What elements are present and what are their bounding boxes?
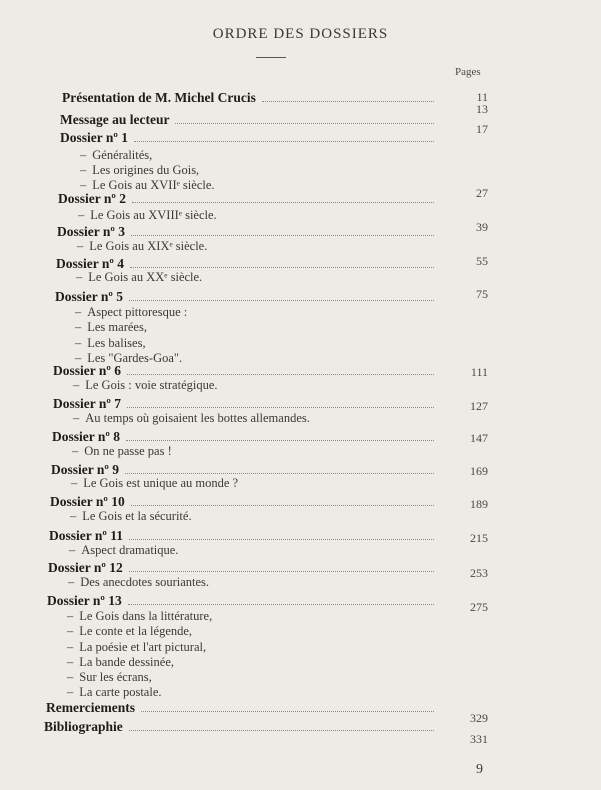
page-title: ORDRE DES DOSSIERS bbox=[212, 26, 389, 42]
toc-entry-label: Présentation de M. Michel Crucis bbox=[62, 90, 256, 105]
dash-bullet: – bbox=[67, 655, 74, 669]
toc-entry-label: Dossier nº 4 bbox=[56, 256, 124, 271]
toc-page-number: 253 bbox=[470, 566, 488, 580]
dash-bullet: – bbox=[75, 336, 82, 350]
toc-sub-item-label: Le Gois au XVIIᵉ siècle. bbox=[92, 178, 215, 192]
toc-sub-item bbox=[67, 670, 152, 685]
dash-bullet: – bbox=[67, 685, 74, 699]
toc-entry-label: Dossier nº 5 bbox=[55, 289, 123, 304]
dot-leader bbox=[129, 729, 434, 731]
toc-sub-item bbox=[80, 148, 152, 163]
toc-entry-label: Dossier nº 1 bbox=[60, 130, 128, 145]
dot-leader bbox=[129, 299, 434, 301]
toc-sub-item bbox=[70, 509, 192, 524]
toc-page-number: 127 bbox=[470, 399, 488, 413]
toc-sub-item-label: Le Gois au XVIIIᵉ siècle. bbox=[90, 208, 217, 222]
toc-sub-item bbox=[76, 270, 202, 285]
dash-bullet: – bbox=[73, 411, 80, 425]
toc-sub-item-label: Au temps où goisaient les bottes allemandes. bbox=[85, 411, 310, 425]
toc-page-number: 17 bbox=[476, 122, 488, 136]
toc-page-number: 11 bbox=[476, 90, 488, 104]
toc-entry bbox=[50, 492, 440, 510]
dot-leader bbox=[129, 570, 434, 572]
toc-sub-item-label: Les "Gardes-Goa". bbox=[87, 351, 183, 365]
toc-entry bbox=[48, 558, 440, 576]
title-divider bbox=[256, 57, 286, 58]
toc-sub-item-label: Le Gois : voie stratégique. bbox=[85, 378, 218, 392]
toc-page-number: 329 bbox=[470, 711, 488, 725]
dot-leader bbox=[127, 406, 434, 408]
pages-column-label: Pages bbox=[455, 66, 481, 78]
toc-sub-item-label: La poésie et l'art pictural, bbox=[79, 640, 207, 654]
toc-entry-label: Bibliographie bbox=[44, 719, 123, 734]
toc-entry bbox=[44, 717, 440, 735]
toc-sub-item bbox=[67, 624, 192, 639]
toc-sub-item-label: Les marées, bbox=[87, 320, 147, 334]
dot-leader bbox=[131, 504, 434, 506]
toc-sub-item bbox=[75, 305, 187, 320]
dash-bullet: – bbox=[75, 320, 82, 334]
toc-sub-item-label: Le Gois est unique au monde ? bbox=[83, 476, 239, 490]
dash-bullet: – bbox=[71, 476, 78, 490]
dash-bullet: – bbox=[73, 378, 80, 392]
toc-sub-item bbox=[67, 655, 174, 670]
page-number: 9 bbox=[476, 762, 483, 777]
toc-entry bbox=[53, 361, 440, 379]
dash-bullet: – bbox=[78, 208, 85, 222]
dot-leader bbox=[262, 100, 434, 102]
toc-entry bbox=[55, 287, 440, 305]
toc-entry bbox=[58, 189, 440, 207]
dash-bullet: – bbox=[67, 640, 74, 654]
toc-entry-label: Dossier nº 3 bbox=[57, 224, 125, 239]
toc-sub-item-label: Le Gois au XIXᵉ siècle. bbox=[89, 239, 208, 253]
toc-sub-item bbox=[68, 575, 209, 590]
toc-entry-label: Dossier nº 13 bbox=[47, 593, 122, 608]
dash-bullet: – bbox=[80, 148, 87, 162]
dash-bullet: – bbox=[80, 163, 87, 177]
toc-sub-item bbox=[77, 239, 207, 254]
toc-sub-item-label: Les balises, bbox=[87, 336, 146, 350]
toc-entry bbox=[47, 591, 440, 609]
dot-leader bbox=[141, 710, 434, 712]
toc-entry bbox=[62, 88, 440, 106]
toc-entry-label: Dossier nº 2 bbox=[58, 191, 126, 206]
toc-sub-item-label: Le Gois au XXᵉ siècle. bbox=[88, 270, 203, 284]
toc-sub-item bbox=[73, 411, 310, 426]
toc-sub-item bbox=[69, 543, 178, 558]
toc-page-number: 215 bbox=[470, 531, 488, 545]
toc-sub-item-label: Des anecdotes souriantes. bbox=[80, 575, 210, 589]
toc-page-number: 147 bbox=[470, 431, 488, 445]
toc-sub-item-label: Les origines du Gois, bbox=[92, 163, 200, 177]
toc-sub-item-label: Aspect pittoresque : bbox=[87, 305, 188, 319]
dash-bullet: – bbox=[75, 305, 82, 319]
dash-bullet: – bbox=[69, 543, 76, 557]
toc-sub-item bbox=[67, 609, 212, 624]
dot-leader bbox=[127, 373, 434, 375]
dot-leader bbox=[132, 201, 434, 203]
dash-bullet: – bbox=[70, 509, 77, 523]
dot-leader bbox=[129, 538, 434, 540]
toc-sub-item-label: Sur les écrans, bbox=[79, 670, 152, 684]
toc-sub-item-label: Le Gois dans la littérature, bbox=[79, 609, 213, 623]
toc-entry-label: Remerciements bbox=[46, 700, 135, 715]
dash-bullet: – bbox=[68, 575, 75, 589]
dot-leader bbox=[128, 603, 434, 605]
dash-bullet: – bbox=[67, 670, 74, 684]
toc-page-number: 55 bbox=[476, 254, 488, 268]
toc-page-number: 75 bbox=[476, 287, 488, 301]
dot-leader bbox=[125, 472, 434, 474]
toc-entry bbox=[46, 698, 440, 716]
dash-bullet: – bbox=[80, 178, 87, 192]
toc-sub-item-label: Généralités, bbox=[92, 148, 153, 162]
toc-sub-item-label: Le Gois et la sécurité. bbox=[82, 509, 192, 523]
toc-sub-item-label: La bande dessinée, bbox=[79, 655, 175, 669]
toc-entry-label: Dossier nº 9 bbox=[51, 462, 119, 477]
dash-bullet: – bbox=[77, 239, 84, 253]
toc-sub-item bbox=[73, 378, 218, 393]
toc-entry bbox=[53, 394, 440, 412]
toc-page-number: 39 bbox=[476, 220, 488, 234]
toc-page-number: 275 bbox=[470, 600, 488, 614]
toc-entry-label: Dossier nº 7 bbox=[53, 396, 121, 411]
toc-entry bbox=[60, 110, 440, 128]
dot-leader bbox=[130, 266, 434, 268]
toc-entry-label: Dossier nº 10 bbox=[50, 494, 125, 509]
dash-bullet: – bbox=[67, 624, 74, 638]
toc-sub-item bbox=[78, 208, 217, 223]
toc-entry bbox=[52, 427, 440, 445]
toc-page-number: 331 bbox=[470, 732, 488, 746]
toc-page-number: 189 bbox=[470, 497, 488, 511]
dash-bullet: – bbox=[76, 270, 83, 284]
toc-sub-item bbox=[71, 476, 238, 491]
toc-entry bbox=[57, 222, 440, 240]
toc-entry-label: Dossier nº 12 bbox=[48, 560, 123, 575]
toc-entry bbox=[49, 526, 440, 544]
toc-page-number: 13 bbox=[476, 102, 488, 116]
toc-sub-item-label: On ne passe pas ! bbox=[84, 444, 172, 458]
toc-sub-item-label: Aspect dramatique. bbox=[81, 543, 179, 557]
dot-leader bbox=[131, 234, 434, 236]
toc-sub-item bbox=[67, 640, 206, 655]
toc-entry-label: Dossier nº 11 bbox=[49, 528, 123, 543]
dot-leader bbox=[175, 122, 434, 124]
toc-page-number: 27 bbox=[476, 186, 488, 200]
toc-sub-item bbox=[72, 444, 172, 459]
toc-entry-label: Dossier nº 6 bbox=[53, 363, 121, 378]
toc-entry-label: Dossier nº 8 bbox=[52, 429, 120, 444]
dash-bullet: – bbox=[75, 351, 82, 365]
toc-sub-item-label: La carte postale. bbox=[79, 685, 162, 699]
toc-sub-item bbox=[75, 336, 146, 351]
toc-entry-label: Message au lecteur bbox=[60, 112, 170, 127]
dot-leader bbox=[134, 140, 434, 142]
toc-sub-item bbox=[75, 320, 147, 335]
toc-sub-item-label: Le conte et la légende, bbox=[79, 624, 193, 638]
toc-sub-item bbox=[80, 163, 199, 178]
toc-page-number: 111 bbox=[470, 365, 488, 379]
toc-entry bbox=[60, 128, 440, 146]
dot-leader bbox=[126, 439, 434, 441]
dash-bullet: – bbox=[67, 609, 74, 623]
dash-bullet: – bbox=[72, 444, 79, 458]
toc-page-number: 169 bbox=[470, 464, 488, 478]
